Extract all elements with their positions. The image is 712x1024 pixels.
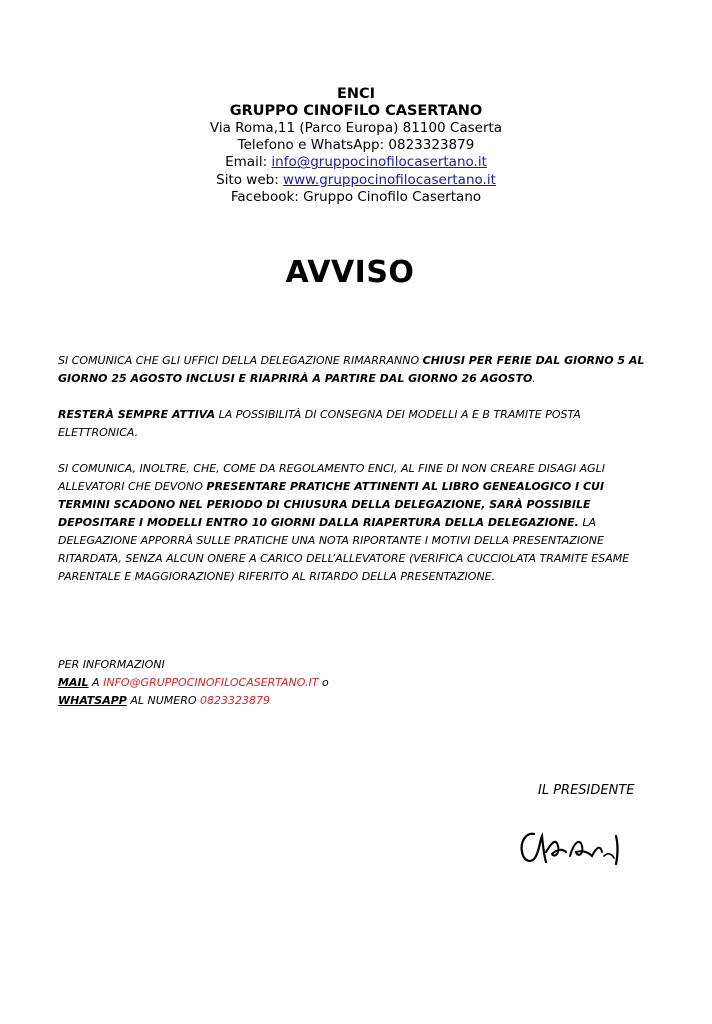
mail-label: MAIL	[58, 676, 89, 689]
mail-address[interactable]: INFO@GRUPPOCINOFILOCASERTANO.IT	[103, 676, 319, 689]
paragraph-closure	[58, 352, 658, 388]
info-heading: PER INFORMAZIONI	[58, 658, 165, 671]
facebook-line: Facebook: Gruppo Cinofilo Casertano	[230, 188, 482, 205]
p2-text: LA POSSIBILITÀ DI CONSEGNA DEI MODELLI A E B TRAMITE POSTA ELETTRONICA.	[58, 408, 581, 439]
whatsapp-mid: AL NUMERO	[126, 694, 201, 707]
mail-line	[58, 674, 618, 692]
email-line	[0, 154, 712, 171]
paragraph-regulation	[58, 460, 658, 586]
whatsapp-label: WHATSAPP	[58, 694, 127, 707]
p1-bold: CHIUSI PER FERIE DAL GIORNO 5 AL GIORNO 25 AGOSTO INCLUSI E RIAPRIRÀ A PARTIRE DAL GIORNO 26 AGOSTO	[58, 354, 645, 385]
website-link[interactable]: www.gruppocinofilocasertano.it	[283, 171, 496, 188]
p2-bold: RESTERÀ SEMPRE ATTIVA	[58, 408, 216, 421]
paragraph-email-delivery	[58, 406, 658, 442]
phone: Telefono e WhatsApp: 0823323879	[237, 137, 475, 154]
president-label: IL PRESIDENTE	[538, 783, 635, 798]
whatsapp-number[interactable]: 0823323879	[200, 694, 271, 707]
notice-title: AVVISO	[285, 255, 415, 290]
p3-text: SI COMUNICA, INOLTRE, CHE, COME DA REGOLAMENTO ENCI, AL FINE DI NON CREARE DISAGI AGLI ALLEVATORI CHE DEVONO	[58, 462, 606, 493]
email-link[interactable]: info@gruppocinofilocasertano.it	[271, 154, 487, 171]
p3-bold: PRESENTARE PRATICHE ATTINENTI AL LIBRO GENEALOGICO I CUI TERMINI SCADONO NEL PERIODO DI CHIUSURA DELLA DELEGAZIONE, SARÀ POSSIBILE DEPOSITARE I MODELLI ENTRO 10 GIORNI DALLA RIAPERTURA DELLA DELEGAZIONE.	[58, 480, 605, 529]
letterhead	[0, 86, 712, 206]
email-label: Email:	[225, 154, 272, 171]
org-name: ENCI	[336, 86, 376, 102]
whatsapp-line	[58, 692, 618, 710]
p1-text: SI COMUNICA CHE GLI UFFICI DELLA DELEGAZIONE RIMARRANNO	[58, 354, 423, 367]
website-line	[0, 172, 712, 189]
signature-image	[516, 812, 646, 872]
address: Via Roma,11 (Parco Europa) 81100 Caserta	[209, 120, 503, 136]
p1-end: .	[532, 372, 536, 385]
mail-tail: o	[318, 676, 329, 689]
mail-mid: A	[88, 676, 104, 689]
notice-body	[58, 352, 658, 604]
org-subname: GRUPPO CINOFILO CASERTANO	[229, 103, 483, 119]
website-label: Sito web:	[216, 171, 284, 188]
contact-info	[58, 656, 618, 710]
p3-end: LA DELEGAZIONE APPORRÀ SULLE PRATICHE UNA NOTA RIPORTANTE I MOTIVI DELLA PRESENTAZIONE RITARDATA, SENZA ALCUN ONERE A CARICO DELL’ALLEVATORE (VERIFICA CUCCIOLATA TRAMITE ESAME PARENTALE E MAGGIORAZIONE) RIFERITO AL RITARDO DELLA PRESENTAZIONE.	[58, 516, 630, 583]
